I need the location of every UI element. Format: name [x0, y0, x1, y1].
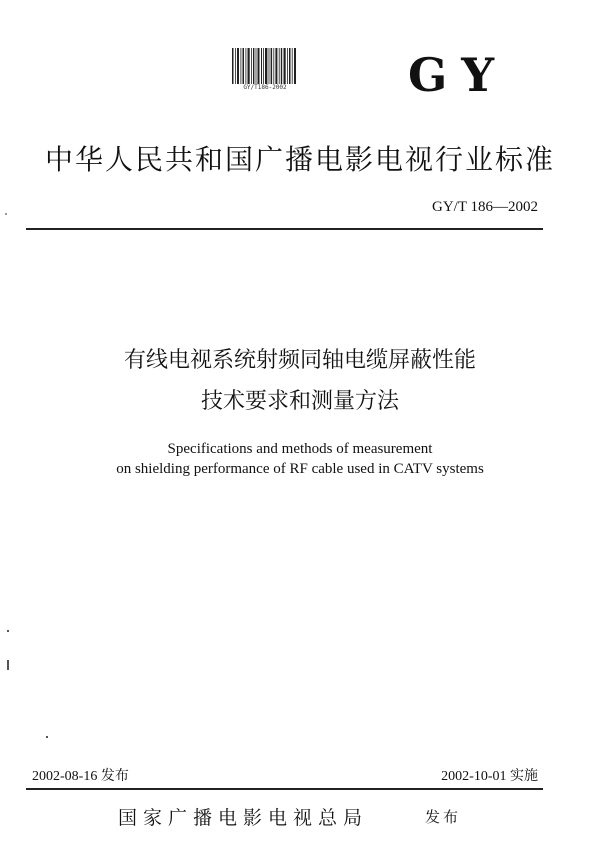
english-title-line-1: Specifications and methods of measurement: [167, 441, 433, 457]
bottom-divider: [26, 788, 543, 790]
chinese-title-line-1: 有线电视系统射频同轴电缆屏蔽性能: [123, 348, 476, 373]
top-divider: [26, 228, 543, 230]
implementation-date: 2002-10-01 实施: [441, 769, 538, 784]
issuer-label: 发布: [425, 808, 462, 826]
chinese-title-line-2: 技术要求和测量方法: [200, 389, 399, 414]
standard-code: GY/T 186—2002: [432, 199, 538, 215]
scan-speck: [7, 660, 9, 670]
scan-speck: [7, 630, 9, 632]
issue-date: 2002-08-16 发布: [32, 769, 129, 784]
scan-speck: [46, 736, 48, 738]
standard-category-title: 中华人民共和国广播电影电视行业标准: [44, 143, 555, 176]
standard-logo: GY: [408, 48, 509, 102]
english-title-line-2: on shielding performance of RF cable used in CATV systems: [116, 461, 484, 477]
barcode-label: GY/T186-2002: [243, 84, 287, 91]
issuing-authority: 国家广播电影电视总局: [118, 807, 369, 829]
scan-speck: [5, 213, 7, 215]
